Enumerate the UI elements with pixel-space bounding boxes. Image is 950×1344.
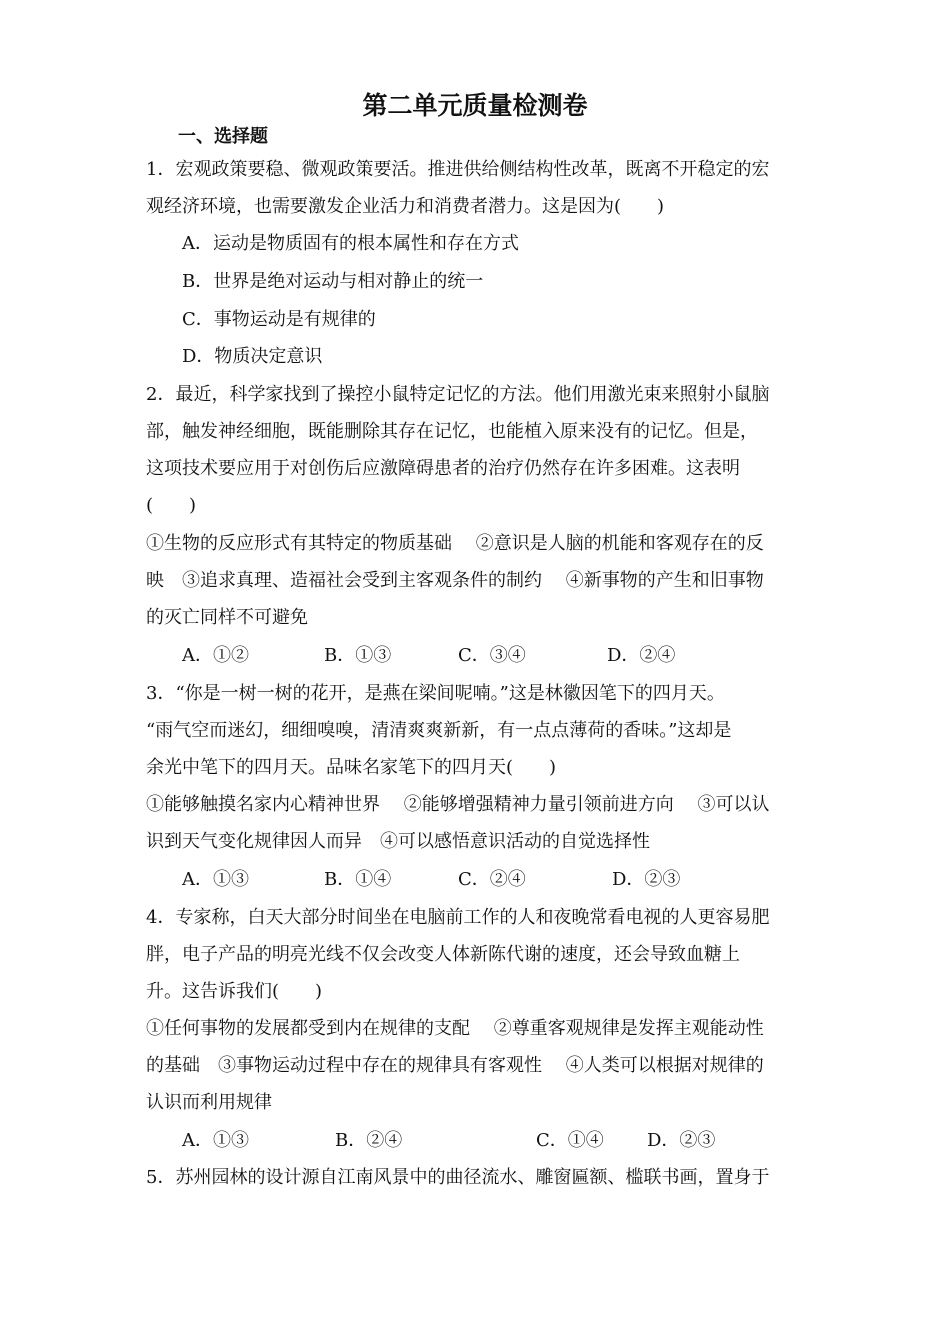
q3-line-2: “雨气空而迷幻，细细嗅嗅，清清爽爽新新，有一点点薄荷的香味。”这却是 <box>146 720 732 741</box>
q4-line-3: 升。这告诉我们( ) <box>146 981 323 1002</box>
q2-line-5: ①生物的反应形式有其特定的物质基础 ②意识是人脑的机能和客观存在的反 <box>146 533 764 554</box>
q3-line-5: 识到天气变化规律因人而异 ④可以感悟意识活动的自觉选择性 <box>146 831 650 852</box>
q1-option-a: A．运动是物质固有的根本属性和存在方式 <box>182 233 519 254</box>
q1-option-d: D．物质决定意识 <box>182 346 323 367</box>
q1-option-b: B．世界是绝对运动与相对静止的统一 <box>182 271 484 292</box>
q3-option-c: C．②④ <box>458 869 526 890</box>
q4-line-2: 胖，电子产品的明亮光线不仅会改变人体新陈代谢的速度，还会导致血糖上 <box>146 944 740 965</box>
q3-option-a: A．①③ <box>182 869 249 890</box>
q5-line-1: 5．苏州园林的设计源自江南风景中的曲径流水、雕窗匾额、槛联书画，置身于 <box>146 1167 770 1188</box>
q4-option-b: B．②④ <box>335 1130 403 1151</box>
q3-line-1: 3．“你是一树一树的花开，是燕在梁间呢喃。”这是林徽因笔下的四月天。 <box>146 683 725 704</box>
q2-option-c: C．③④ <box>458 645 526 666</box>
q2-line-2: 部，触发神经细胞，既能删除其存在记忆，也能植入原来没有的记忆。但是， <box>146 421 758 442</box>
q2-option-d: D．②④ <box>607 645 676 666</box>
q4-line-6: 认识而利用规律 <box>146 1092 272 1113</box>
q4-option-c: C．①④ <box>536 1130 604 1151</box>
q2-option-b: B．①③ <box>324 645 392 666</box>
q2-line-7: 的灭亡同样不可避免 <box>146 607 308 628</box>
q4-line-4: ①任何事物的发展都受到内在规律的支配 ②尊重客观规律是发挥主观能动性 <box>146 1018 764 1039</box>
q1-line-2: 观经济环境，也需要激发企业活力和消费者潜力。这是因为( ) <box>146 196 665 217</box>
q3-line-3: 余光中笔下的四月天。品味名家笔下的四月天( ) <box>146 757 557 778</box>
q3-line-4: ①能够触摸名家内心精神世界 ②能够增强精神力量引领前进方向 ③可以认 <box>146 794 770 815</box>
q2-line-4: ( ) <box>146 495 197 516</box>
q3-option-d: D．②③ <box>612 869 681 890</box>
q3-option-b: B．①④ <box>324 869 392 890</box>
q4-line-1: 4．专家称，白天大部分时间坐在电脑前工作的人和夜晚常看电视的人更容易肥 <box>146 907 770 928</box>
q2-line-6: 映 ③追求真理、造福社会受到主客观条件的制约 ④新事物的产生和旧事物 <box>146 570 764 591</box>
q1-option-c: C．事物运动是有规律的 <box>182 309 376 330</box>
q4-option-d: D．②③ <box>647 1130 716 1151</box>
section-heading: 一、选择题 <box>178 126 268 147</box>
page-title: 第二单元质量检测卷 <box>362 91 588 120</box>
q2-option-a: A．①② <box>182 645 249 666</box>
q4-option-a: A．①③ <box>182 1130 249 1151</box>
q2-line-3: 这项技术要应用于对创伤后应激障碍患者的治疗仍然存在许多困难。这表明 <box>146 458 740 479</box>
q4-line-5: 的基础 ③事物运动过程中存在的规律具有客观性 ④人类可以根据对规律的 <box>146 1055 764 1076</box>
q1-line-1: 1．宏观政策要稳、微观政策要活。推进供给侧结构性改革，既离不开稳定的宏 <box>146 159 770 180</box>
q2-line-1: 2．最近，科学家找到了操控小鼠特定记忆的方法。他们用激光束来照射小鼠脑 <box>146 384 770 405</box>
